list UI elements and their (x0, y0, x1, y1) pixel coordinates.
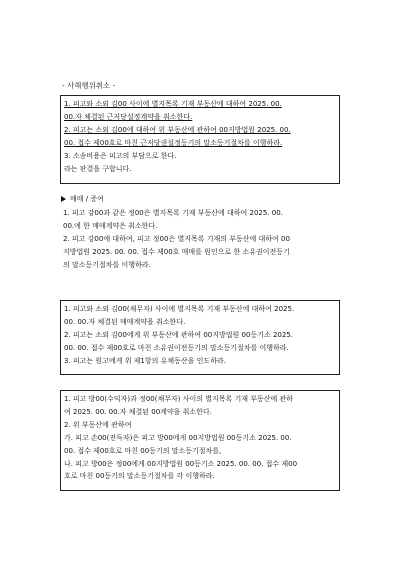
section4-line: 00. 접수 제00호로 마친 00등기의 말소등기절차를, (64, 446, 222, 455)
section1-line: 00. 접수 제00호로 마친 근저당권설정등기의 말소등기절차를 이행하라. (64, 138, 283, 147)
section3-line: 00. 00. 접수 제00호로 마친 소유권이전등기의 말소등기절차를 이행하라. (64, 343, 289, 352)
section2-line: 00.에 한 매매계약은 취소한다. (63, 221, 158, 230)
section1-box (60, 95, 340, 184)
section2-line: 지방법원 2025. 00. 00. 접수 제00호 매매를 원인으로 한 소유권이전등기 (63, 247, 290, 256)
section1-line: 00.자 체결된 근저당설정계약을 취소한다. (64, 112, 193, 121)
section4-line: 여 2025. 00. 00.자 체결된 00계약을 취소한다. (64, 407, 212, 416)
section4-line: 나. 피고 방00은 정00에게 00지방법원 00등기소 2025. 00. 00. 접수 제00 (64, 459, 298, 468)
section3-box (60, 300, 340, 375)
section4-line: 호로 마친 00등기의 말소등기절차를 각 이행하라. (64, 472, 215, 481)
section2-line: 의 말소등기절차를 이행하라. (63, 260, 151, 269)
section4-line: 가. 피고 손00(전득자)은 피고 방00에게 00지방법원 00등기소 2025. 00. (64, 433, 292, 442)
section1-title: - 사해행위취소 - (62, 81, 116, 90)
section4-line: 2. 위 부동산에 관하여 (64, 420, 132, 429)
section2-line: 1. 피고 강00과 같은 정00은 별지목록 기재 부동산에 대하여 2025. 00. (63, 209, 283, 217)
section3-line: 1. 피고와 소외 김00(채무자) 사이에 별지목록 기재 부동산에 대하여 2025. (64, 305, 295, 313)
section2-title-row (61, 194, 104, 204)
section4-box (60, 390, 340, 491)
section3-line: 3. 피고는 원고에게 위 제1항의 유체동산을 인도하라. (64, 356, 226, 365)
section4-line: 1. 피고 방00(수익자)과 정00(채무자) 사이의 별지목록 기재 부동산에 관하 (64, 395, 294, 403)
section3-line: 00. 00.자 체결된 매매계약을 취소한다. (64, 317, 186, 326)
section2-title: 매매 / 증여 (70, 195, 104, 203)
triangle-bullet-icon (61, 196, 66, 202)
section1-line: 1. 피고와 소외 김00 사이에 별지목록 기재 부동산에 대하여 2025. 00. (64, 100, 282, 108)
section2-body (60, 207, 340, 272)
section1-line: 3. 소송비용은 피고의 부담으로 한다. (64, 151, 177, 160)
section1-line: 라는 판결을 구합니다. (64, 164, 132, 173)
section3-line: 2. 피고는 소외 김00에게 위 부동산에 관하여 00지방법원 00등기소 2025. (64, 330, 293, 339)
section1-line: 2. 피고는 소외 김00에 대하여 위 부동산에 관하여 00지방법원 2025. 00. (64, 125, 291, 134)
section2-line: 2. 피고 강00에 대하여, 피고 정00은 별지목록 기재의 부동산에 대하여 00 (63, 234, 290, 243)
